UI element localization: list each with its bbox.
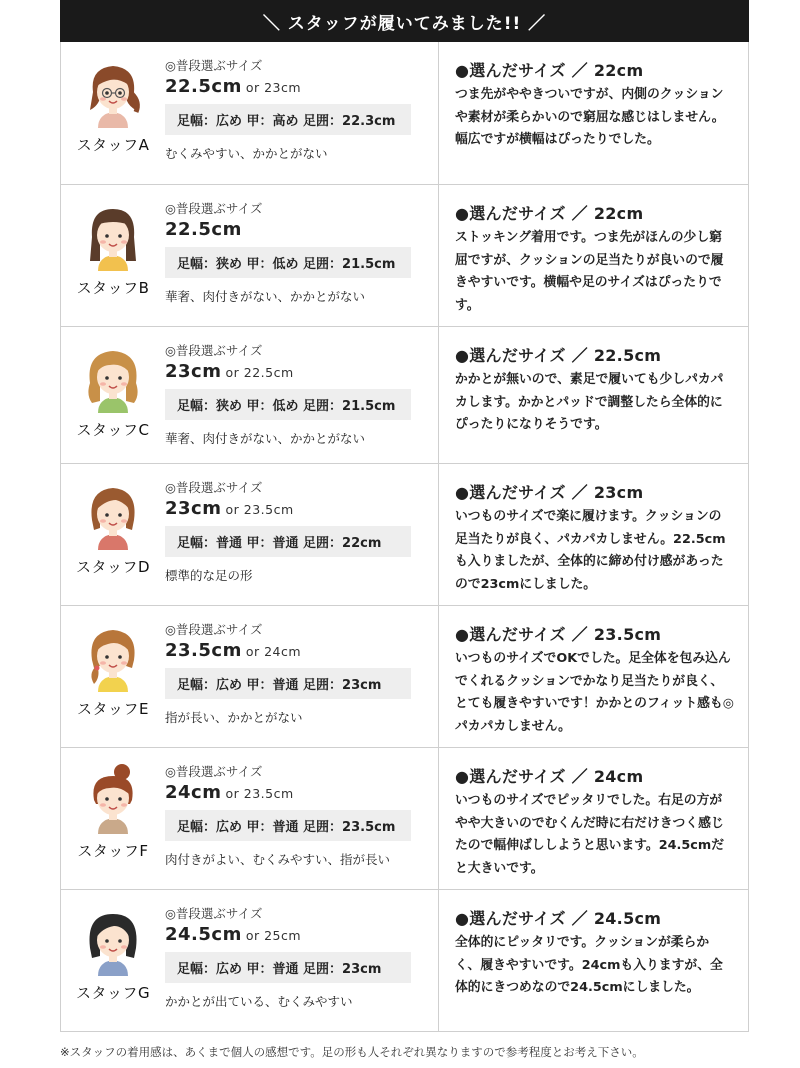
chosen-size: ●選んだサイズ ／ 22cm	[455, 61, 644, 80]
chosen-size: ●選んだサイズ ／ 24.5cm	[455, 909, 662, 928]
usual-size	[165, 924, 438, 945]
foot-measurements: 足幅：広め 甲：普通 足囲：23cm	[165, 668, 411, 699]
staff-row	[61, 42, 748, 185]
staff-review	[439, 42, 748, 184]
avatar	[80, 480, 146, 550]
staff-avatar-column	[61, 327, 165, 463]
review-comment: いつものサイズで楽に履けます。クッションの足当たりが良く、パカパカしません。22.5cmも入りましたが、全体的に締め付け感があったので23cmにしました。	[455, 509, 726, 592]
usual-size-alt: or 23.5cm	[225, 502, 294, 517]
usual-size-label: ◎普段選ぶサイズ	[165, 201, 263, 216]
staff-name: スタッフG	[75, 984, 151, 1002]
staff-row	[61, 890, 748, 1032]
foot-note: 指が長い、かかとがない	[165, 710, 303, 725]
staff-name: スタッフE	[77, 700, 149, 718]
review-comment: いつものサイズでOKでした。足全体を包み込んでくれるクッションでかなり足当たりが良く、とても履きやすいです！かかとのフィット感も◎パカパカしません。	[455, 651, 734, 734]
foot-note: かかとが出ている、むくみやすい	[165, 994, 353, 1009]
staff-info	[165, 748, 438, 889]
foot-note: 標準的な足の形	[165, 568, 253, 583]
review-comment: ストッキング着用です。つま先がほんの少し窮屈ですが、クッションの足当たりが良いので履きやすいです。横幅や足のサイズはぴったりです。	[455, 230, 724, 313]
usual-size-label: ◎普段選ぶサイズ	[165, 764, 263, 779]
staff-review-table	[60, 42, 749, 1032]
header-title: ＼ スタッフが履いてみました!! ／	[262, 13, 547, 34]
staff-row	[61, 327, 748, 464]
staff-name: スタッフB	[76, 279, 150, 297]
disclaimer: ※スタッフの着用感は、あくまで個人の感想です。足の形も人それぞれ異なりますので参考程度とお考え下さい。	[60, 1045, 644, 1059]
avatar	[80, 622, 146, 692]
usual-size-alt: or 23.5cm	[225, 786, 294, 801]
staff-review	[439, 327, 748, 463]
staff-info	[165, 327, 438, 463]
foot-note: むくみやすい、かかとがない	[165, 146, 328, 161]
usual-size-label: ◎普段選ぶサイズ	[165, 343, 263, 358]
staff-review	[439, 464, 748, 605]
avatar	[80, 906, 146, 976]
usual-size-alt: or 23cm	[245, 80, 302, 95]
staff-profile	[61, 464, 439, 605]
usual-size-value: 22.5cm	[165, 219, 242, 240]
staff-info	[165, 464, 438, 605]
avatar	[80, 764, 146, 834]
chosen-size: ●選んだサイズ ／ 23.5cm	[455, 625, 662, 644]
staff-info	[165, 42, 438, 184]
foot-measurements: 足幅：広め 甲：高め 足囲：22.3cm	[165, 104, 411, 135]
page-header	[60, 0, 749, 42]
usual-size	[165, 640, 438, 661]
staff-review	[439, 606, 748, 747]
usual-size-value: 22.5cm	[165, 76, 242, 97]
staff-review	[439, 748, 748, 889]
staff-info	[165, 606, 438, 747]
staff-avatar-column	[61, 748, 165, 889]
staff-row	[61, 606, 748, 748]
staff-avatar-column	[61, 42, 165, 184]
chosen-size: ●選んだサイズ ／ 24cm	[455, 767, 644, 786]
usual-size-value: 23cm	[165, 498, 222, 519]
avatar	[80, 58, 146, 128]
usual-size-alt: or 24cm	[245, 644, 302, 659]
review-comment: いつものサイズでピッタリでした。右足の方がやや大きいのでむくんだ時に右だけきつく感じたので幅伸ばししようと思います。24.5cmだと大きいです。	[455, 793, 725, 876]
staff-row	[61, 185, 748, 327]
staff-name: スタッフA	[76, 136, 150, 154]
usual-size	[165, 219, 438, 240]
foot-measurements: 足幅：狭め 甲：低め 足囲：21.5cm	[165, 389, 411, 420]
foot-measurements: 足幅：広め 甲：普通 足囲：23.5cm	[165, 810, 411, 841]
staff-avatar-column	[61, 606, 165, 747]
staff-profile	[61, 185, 439, 326]
foot-measurements: 足幅：狭め 甲：低め 足囲：21.5cm	[165, 247, 411, 278]
avatar	[80, 343, 146, 413]
usual-size	[165, 361, 438, 382]
review-comment: かかとが無いので、素足で履いても少しパカパカします。かかとパッドで調整したら全体的にぴったりになりそうです。	[455, 372, 724, 433]
usual-size-label: ◎普段選ぶサイズ	[165, 58, 263, 73]
staff-row	[61, 464, 748, 606]
usual-size-value: 24.5cm	[165, 924, 242, 945]
foot-note: 華奢、肉付きがない、かかとがない	[165, 289, 366, 304]
staff-avatar-column	[61, 464, 165, 605]
review-comment: つま先がややきついですが、内側のクッションや素材が柔らかいので窮屈な感じはしません。幅広ですが横幅はぴったりでした。	[455, 87, 725, 148]
usual-size-label: ◎普段選ぶサイズ	[165, 906, 263, 921]
foot-note: 華奢、肉付きがない、かかとがない	[165, 431, 366, 446]
usual-size-value: 24cm	[165, 782, 222, 803]
staff-row	[61, 748, 748, 890]
chosen-size: ●選んだサイズ ／ 22.5cm	[455, 346, 662, 365]
staff-review	[439, 890, 748, 1031]
staff-profile	[61, 890, 439, 1031]
staff-profile	[61, 42, 439, 184]
usual-size-alt: or 22.5cm	[225, 365, 294, 380]
staff-info	[165, 185, 438, 326]
staff-name: スタッフF	[77, 842, 149, 860]
usual-size	[165, 76, 438, 97]
staff-profile	[61, 748, 439, 889]
avatar	[80, 201, 146, 271]
staff-avatar-column	[61, 890, 165, 1031]
usual-size-alt: or 25cm	[245, 928, 302, 943]
staff-review	[439, 185, 748, 326]
usual-size	[165, 782, 438, 803]
staff-profile	[61, 606, 439, 747]
staff-profile	[61, 327, 439, 463]
usual-size-label: ◎普段選ぶサイズ	[165, 622, 263, 637]
usual-size-label: ◎普段選ぶサイズ	[165, 480, 263, 495]
usual-size-value: 23.5cm	[165, 640, 242, 661]
chosen-size: ●選んだサイズ ／ 23cm	[455, 483, 644, 502]
staff-name: スタッフD	[75, 558, 151, 576]
foot-note: 肉付きがよい、むくみやすい、指が長い	[165, 852, 391, 867]
usual-size	[165, 498, 438, 519]
foot-measurements: 足幅：広め 甲：普通 足囲：23cm	[165, 952, 411, 983]
usual-size-value: 23cm	[165, 361, 222, 382]
review-comment: 全体的にピッタリです。クッションが柔らかく、履きやすいです。24cmも入りますが、全体的にきつめなので24.5cmにしました。	[455, 935, 723, 996]
staff-avatar-column	[61, 185, 165, 326]
staff-info	[165, 890, 438, 1031]
staff-name: スタッフC	[76, 421, 150, 439]
foot-measurements: 足幅：普通 甲：普通 足囲：22cm	[165, 526, 411, 557]
chosen-size: ●選んだサイズ ／ 22cm	[455, 204, 644, 223]
